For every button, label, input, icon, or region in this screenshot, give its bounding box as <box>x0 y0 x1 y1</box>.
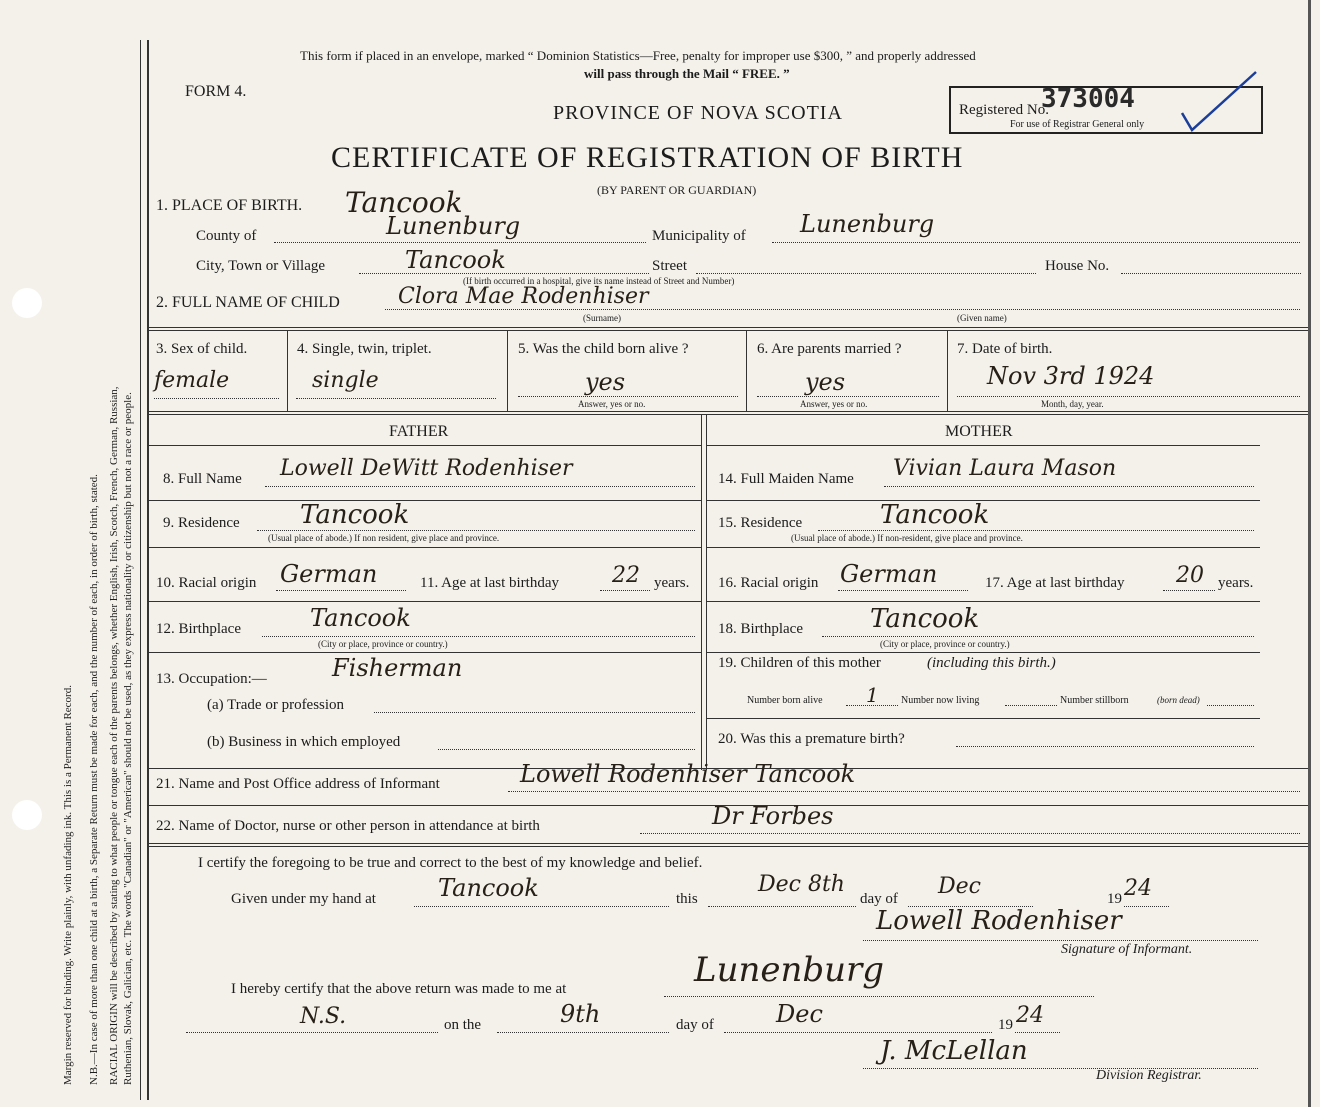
mother-birthplace-value: Tancook <box>870 604 980 634</box>
side-note: RACIAL ORIGIN will be described by stating to what people or tongue each of the parents belongs, whether English, Irish, Scotch, French, German, Russian, <box>108 386 120 1085</box>
father-birthplace-label: 12. Birthplace <box>156 621 241 637</box>
registrar-year-prefix: 19 <box>998 1017 1013 1033</box>
single-line <box>296 398 496 399</box>
surname-note: (Surname) <box>583 313 621 323</box>
born-alive-label: Number born alive <box>747 695 823 706</box>
place-value: Tancook <box>345 186 463 219</box>
alive-value: yes <box>585 368 626 396</box>
date-line <box>957 396 1300 397</box>
father-residence-value: Tancook <box>300 500 410 530</box>
registrar-month-value: Dec <box>776 1000 823 1028</box>
month-value: Dec <box>938 874 981 899</box>
mother-racial-line <box>838 590 968 591</box>
stillborn-label: Number stillborn <box>1060 695 1129 706</box>
father-trade-label: (a) Trade or profession <box>207 697 345 713</box>
alive-line <box>518 396 738 397</box>
registered-label: Registered No. <box>959 102 1049 118</box>
year-line <box>1124 906 1169 907</box>
mother-residence-note: (Usual place of abode.) If non-resident, give place and province. <box>791 533 1023 543</box>
registrar-day-of-label: day of <box>676 1017 714 1033</box>
binding-hole <box>12 288 42 318</box>
date-label: 7. Date of birth. <box>957 341 1053 357</box>
county-line <box>274 242 646 243</box>
informant-line <box>508 791 1300 792</box>
married-label: 6. Are parents married ? <box>757 341 902 357</box>
certificate-subtitle: (BY PARENT OR GUARDIAN) <box>597 183 757 197</box>
mother-age-line <box>1163 590 1215 591</box>
registrar-year-line <box>1015 1032 1060 1033</box>
born-alive-value: 1 <box>866 683 879 707</box>
informant-value: Lowell Rodenhiser Tancook <box>520 760 856 788</box>
place-label: 1. PLACE OF BIRTH. <box>156 197 303 214</box>
cell-divider <box>746 331 747 411</box>
registrar-place-value: Lunenburg <box>694 950 885 990</box>
binding-hole <box>12 800 42 830</box>
registrar-signature: J. McLellan <box>880 1036 1028 1066</box>
divider <box>149 843 1308 844</box>
mailing-notice: This form if placed in an envelope, marked “ Dominion Statistics—Free, penalty for improper use $300, ” and properly addressed <box>300 48 976 63</box>
living-line <box>1005 705 1057 706</box>
house-line <box>1121 273 1301 274</box>
father-residence-note: (Usual place of abode.) If non resident, give place and province. <box>268 533 500 543</box>
informant-signature: Lowell Rodenhiser <box>876 906 1122 936</box>
sex-value: female <box>154 368 230 393</box>
informant-label: 21. Name and Post Office address of Informant <box>156 776 440 792</box>
registered-number: 373004 <box>1041 84 1135 114</box>
row-divider <box>149 445 701 446</box>
mother-name-label: 14. Full Maiden Name <box>718 471 854 487</box>
given-place-value: Tancook <box>438 874 539 902</box>
county-value: Lunenburg <box>386 212 521 240</box>
father-age-line <box>600 590 650 591</box>
married-value: yes <box>805 368 846 396</box>
mother-years: years. <box>1218 575 1254 591</box>
center-divider <box>706 415 707 770</box>
on-the-label: on the <box>444 1017 482 1033</box>
row-divider <box>707 601 1260 602</box>
single-value: single <box>312 368 379 393</box>
center-divider <box>701 415 702 770</box>
premature-label: 20. Was this a premature birth? <box>718 731 905 747</box>
row-divider <box>707 652 1260 653</box>
stillborn-note: (born dead) <box>1157 695 1200 705</box>
mother-heading: MOTHER <box>945 423 1013 440</box>
father-trade-line <box>374 712 695 713</box>
certificate-title: CERTIFICATE OF REGISTRATION OF BIRTH <box>331 141 964 174</box>
father-racial-line <box>276 590 406 591</box>
divider <box>149 327 1308 328</box>
province-line <box>186 1032 438 1033</box>
registrar-statement: I hereby certify that the above return was made to me at <box>231 981 567 997</box>
right-edge <box>1308 0 1311 1107</box>
hospital-note: (If birth occurred in a hospital, give its name instead of Street and Number) <box>463 276 735 286</box>
father-business-label: (b) Business in which employed <box>207 734 401 750</box>
day-value: Dec 8th <box>758 872 845 897</box>
street-label: Street <box>652 258 687 274</box>
certify-statement: I certify the foregoing to be true and correct to the best of my knowledge and belief. <box>198 855 703 871</box>
alive-label: 5. Was the child born alive ? <box>518 341 689 357</box>
mother-racial-value: German <box>840 560 938 588</box>
municipality-line <box>772 242 1300 243</box>
informant-signature-line <box>863 940 1258 941</box>
row-divider <box>149 601 701 602</box>
divider <box>149 411 1308 412</box>
registrar-day-value: 9th <box>560 1000 601 1028</box>
father-birthplace-line <box>262 636 695 637</box>
father-years: years. <box>654 575 690 591</box>
mailing-notice-2: will pass through the Mail “ FREE. ” <box>584 66 790 81</box>
father-business-line <box>438 749 695 750</box>
year-prefix: 19 <box>1107 891 1122 907</box>
signature-caption: Signature of Informant. <box>1061 942 1193 957</box>
registrar-province: N.S. <box>300 1004 347 1029</box>
children-note: (including this birth.) <box>927 655 1056 671</box>
row-divider <box>149 652 701 653</box>
mother-birthplace-note: (City or place, province or country.) <box>880 639 1010 649</box>
mother-residence-value: Tancook <box>880 500 990 530</box>
street-line <box>696 273 1036 274</box>
registrar-year-value: 24 <box>1016 1003 1044 1028</box>
father-racial-label: 10. Racial origin <box>156 575 257 591</box>
living-label: Number now living <box>901 695 980 706</box>
mother-birthplace-line <box>822 636 1254 637</box>
cell-divider <box>507 331 508 411</box>
mother-name-value: Vivian Laura Mason <box>893 456 1117 481</box>
check-mark-icon <box>1180 68 1260 138</box>
municipality-value: Lunenburg <box>800 210 935 238</box>
mother-residence-label: 15. Residence <box>718 515 803 531</box>
father-age-value: 22 <box>612 563 640 588</box>
given-label: Given under my hand at <box>231 891 376 907</box>
date-note: Month, day, year. <box>1041 399 1104 409</box>
row-divider <box>707 445 1260 446</box>
father-residence-label: 9. Residence <box>163 515 240 531</box>
registrar-place-line <box>664 996 1094 997</box>
registrar-caption: Division Registrar. <box>1096 1068 1202 1083</box>
children-label: 19. Children of this mother <box>718 655 881 671</box>
mother-age-label: 17. Age at last birthday <box>985 575 1125 591</box>
row-divider <box>707 718 1260 719</box>
date-value: Nov 3rd 1924 <box>987 362 1155 390</box>
father-name-label: 8. Full Name <box>163 471 242 487</box>
father-heading: FATHER <box>389 423 449 440</box>
stillborn-line <box>1207 705 1254 706</box>
sex-line <box>154 398 279 399</box>
father-occupation-value: Fisherman <box>332 654 463 682</box>
mother-racial-label: 16. Racial origin <box>718 575 819 591</box>
row-divider <box>149 547 701 548</box>
mother-residence-line <box>818 530 1254 531</box>
sex-label: 3. Sex of child. <box>156 341 248 357</box>
registrar-day-line <box>497 1032 669 1033</box>
cell-divider <box>947 331 948 411</box>
row-divider <box>149 500 701 501</box>
mother-birthplace-label: 18. Birthplace <box>718 621 803 637</box>
side-note: Ruthenian, Slovak, Galician, etc. The words "Canadian" or "American" should not be used, as they express nationality or citizenship but not a race or people. <box>122 392 134 1085</box>
married-note: Answer, yes or no. <box>800 399 868 409</box>
county-label: County of <box>196 228 257 244</box>
father-name-value: Lowell DeWitt Rodenhiser <box>280 456 573 481</box>
house-label: House No. <box>1045 258 1110 274</box>
row-divider <box>707 547 1260 548</box>
city-label: City, Town or Village <box>196 258 326 274</box>
married-line <box>757 396 939 397</box>
side-note: N.B.—In case of more than one child at a birth, a Separate Return must be made for each, and the number of each, in order of birth, stated. <box>88 474 100 1085</box>
side-note: Margin reserved for binding. Write plainly, with unfading ink. This is a Permanent Record. <box>62 685 74 1085</box>
child-name-value: Clora Mae Rodenhiser <box>398 284 649 309</box>
father-racial-value: German <box>280 560 378 588</box>
divider <box>149 330 1308 331</box>
doctor-label: 22. Name of Doctor, nurse or other person in attendance at birth <box>156 818 540 834</box>
this-label: this <box>676 891 698 907</box>
registrar-note: For use of Registrar General only <box>1010 119 1145 130</box>
doctor-line <box>640 833 1300 834</box>
registrar-month-line <box>724 1032 992 1033</box>
father-name-line <box>265 486 695 487</box>
day-of-label: day of <box>860 891 898 907</box>
child-name-line <box>385 309 1300 310</box>
father-birthplace-note: (City or place, province or country.) <box>318 639 448 649</box>
single-label: 4. Single, twin, triplet. <box>297 341 432 357</box>
province-heading: PROVINCE OF NOVA SCOTIA <box>553 102 843 124</box>
father-birthplace-value: Tancook <box>310 604 411 632</box>
divider <box>149 846 1308 847</box>
alive-note: Answer, yes or no. <box>578 399 646 409</box>
doctor-value: Dr Forbes <box>712 802 834 830</box>
mother-age-value: 20 <box>1176 563 1204 588</box>
city-value: Tancook <box>405 246 506 274</box>
premature-line <box>956 746 1254 747</box>
margin-line <box>140 40 141 1100</box>
municipality-label: Municipality of <box>652 228 746 244</box>
day-line <box>708 906 856 907</box>
child-name-label: 2. FULL NAME OF CHILD <box>156 294 340 311</box>
divider <box>149 414 1308 415</box>
form-number: FORM 4. <box>185 83 247 100</box>
father-residence-line <box>257 530 695 531</box>
given-place-line <box>414 906 669 907</box>
mother-name-line <box>884 486 1254 487</box>
margin-line <box>147 40 149 1100</box>
father-occupation-label: 13. Occupation:— <box>156 671 267 687</box>
given-name-note: (Given name) <box>957 313 1007 323</box>
year-value: 24 <box>1124 876 1152 901</box>
cell-divider <box>287 331 288 411</box>
father-age-label: 11. Age at last birthday <box>420 575 559 591</box>
